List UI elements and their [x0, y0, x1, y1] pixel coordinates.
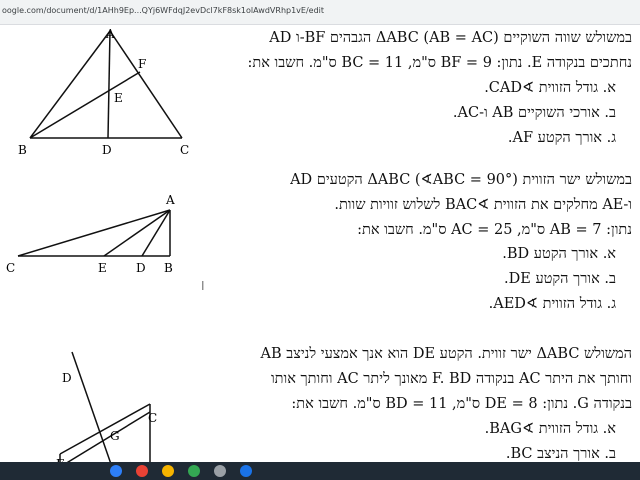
word-icon[interactable] — [240, 465, 252, 477]
fig2-label-E: E — [98, 261, 107, 275]
fig1-label-E: E — [114, 91, 123, 105]
fig1-label-B: B — [18, 143, 27, 157]
fig3-segment-DE — [72, 352, 112, 467]
taskbar — [0, 462, 640, 480]
fig3-label-C: C — [148, 411, 158, 425]
figure-1-isosceles-triangle — [10, 26, 210, 166]
q1-item-a: א. גודל הזווית ∢CAD. — [484, 80, 616, 96]
q2-line-3: נתון: AB = 7 ס"מ, AC = 25 ס"מ. חשבו את: — [357, 222, 632, 238]
fig3-label-D: D — [62, 371, 72, 385]
fig1-side-AC — [110, 31, 182, 138]
q2-line-1: במשולש ישר הזווית ΔABC (∢ABC = 90°) הקטעים AD — [290, 172, 632, 188]
q1-line-1: במשולש שווה השוקיים ΔABC (AB = AC) הגבהים BF-ו AD — [269, 30, 632, 46]
fig1-label-D: D — [102, 143, 112, 157]
q3-line-3: בנקודה G. נתון: DE = 8 ס"מ, BD = 11 ס"מ. חשבו את: — [291, 396, 632, 412]
q1-line-2: נחתכים בנקודה E. נתון: BF = 9 ס"מ, BC = 11 ס"מ. חשבו את: — [247, 55, 632, 71]
fig2-label-D: D — [136, 261, 146, 275]
folder-icon[interactable] — [162, 465, 174, 477]
q2-item-a: א. אורך הקטע BD. — [502, 246, 616, 262]
figure-2-right-triangle — [0, 188, 200, 278]
document-page[interactable] — [0, 24, 640, 466]
fig2-label-A: A — [166, 193, 175, 207]
settings-icon[interactable] — [214, 465, 226, 477]
fig3-label-G: G — [110, 429, 120, 443]
fig2-label-B: B — [164, 261, 173, 275]
fig1-side-AB — [30, 31, 110, 138]
chrome-icon[interactable] — [136, 465, 148, 477]
q2-item-b: ב. אורך הקטע DE. — [504, 271, 616, 287]
q3-line-2: וחותך את היתר AC בנקודה F. BD מאונך ליתר AC וחותך אותו — [270, 371, 632, 387]
text-cursor: I — [201, 279, 205, 293]
taskbar-app-icon[interactable] — [188, 465, 200, 477]
fig2-segment-AE — [104, 210, 170, 256]
q3-item-a: א. גודל הזווית ∢BAG. — [484, 421, 616, 437]
fig1-label-C: C — [180, 143, 190, 157]
fig1-label-F: F — [138, 57, 147, 71]
q2-item-c: ג. גודל הזווית ∢AED. — [488, 296, 616, 312]
q2-line-2: ו-AE מחלקים את הזווית ∢BAC לשלוש זוויות שוות. — [334, 197, 632, 213]
q3-item-b: ב. אורך הניצב BC. — [505, 446, 616, 462]
url-text: oogle.com/document/d/1AHh9Ep...QYj6WFdqJ2evDcl7kF8sk1olAwdVRhp1vE/edit — [2, 6, 325, 15]
q1-item-b: ב. אורכי השוקיים AB ו-AC. — [452, 105, 616, 121]
fig1-altitude-AD — [108, 31, 110, 138]
fig2-label-C: C — [6, 261, 16, 275]
fig2-side-AC — [18, 210, 170, 256]
q1-item-c: ג. אורך הקטע AF. — [507, 130, 616, 146]
fig3-segment-BD — [60, 412, 150, 467]
fig1-altitude-BF — [30, 72, 140, 138]
taskbar-app-icon[interactable] — [110, 465, 122, 477]
browser-address-bar[interactable] — [0, 0, 640, 25]
q3-line-1: המשולש ΔABC ישר זווית. הקטע DE הוא אנך אמצעי לניצב AB — [260, 346, 632, 362]
figure-3-right-triangle — [50, 342, 170, 467]
fig1-label-A: A — [106, 27, 115, 41]
